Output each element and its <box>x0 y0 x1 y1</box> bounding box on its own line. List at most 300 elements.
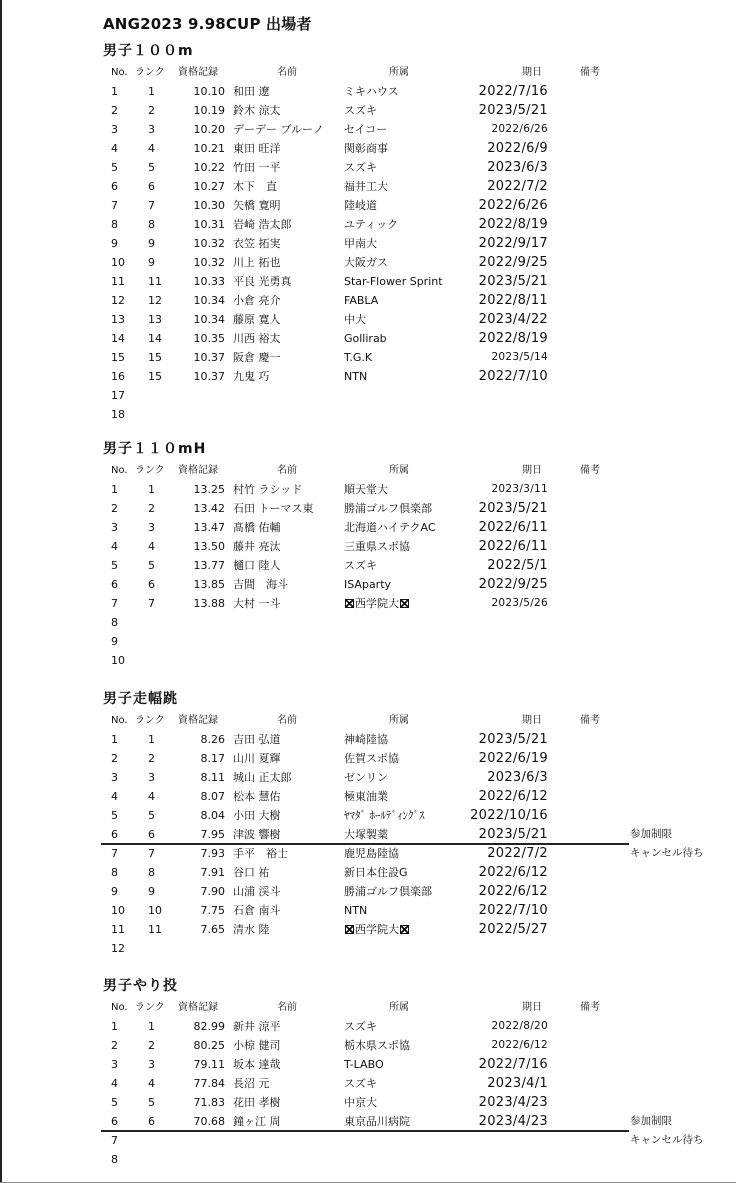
header-rank: ランク <box>135 1002 165 1013</box>
cell-rank: 3 <box>148 123 155 136</box>
cell-no: 17 <box>111 389 125 402</box>
cell-name: 和田 遼 <box>233 85 270 98</box>
cell-no: 4 <box>111 790 118 803</box>
cell-date: 2022/9/17 <box>478 236 548 251</box>
cell-rank: 2 <box>148 502 155 515</box>
cell-no: 2 <box>111 752 118 765</box>
table-row <box>0 882 736 901</box>
cell-no: 5 <box>111 809 118 822</box>
table-header <box>0 711 736 730</box>
table-row <box>0 480 736 499</box>
cell-name: 清水 陸 <box>233 923 270 936</box>
cell-no: 8 <box>111 1153 118 1166</box>
table-row <box>0 310 736 329</box>
cell-date: 2022/9/25 <box>478 255 548 270</box>
header-date: 期日 <box>522 67 542 78</box>
cell-no: 12 <box>111 942 125 955</box>
cell-date: 2022/6/11 <box>478 520 548 535</box>
missing-glyph-icon <box>345 925 354 934</box>
table-row <box>0 749 736 768</box>
table-row <box>0 1150 736 1169</box>
header-rank: ランク <box>135 715 165 726</box>
cell-record: 10.30 <box>193 199 225 212</box>
cell-name: 木下 直 <box>233 180 277 193</box>
cell-name: 矢橋 寛明 <box>233 199 281 212</box>
cell-date: 2022/8/11 <box>478 293 548 308</box>
cell-no: 11 <box>111 923 125 936</box>
cell-no: 8 <box>111 616 118 629</box>
cell-affiliation: ミキハウス <box>344 85 399 98</box>
cell-name: 新井 涼平 <box>233 1020 281 1033</box>
cell-date: 2023/5/21 <box>478 732 548 747</box>
cell-affiliation: 鹿児島陸協 <box>344 847 399 860</box>
cell-name: 谷口 祐 <box>233 866 270 879</box>
cell-affiliation: T-LABO <box>344 1058 384 1071</box>
cell-affiliation: 新日本住設G <box>344 866 408 879</box>
table-row <box>0 768 736 787</box>
table-row <box>0 806 736 825</box>
cell-record: 7.75 <box>200 904 225 917</box>
header-no: No. <box>111 715 128 726</box>
header-affiliation: 所属 <box>389 67 409 78</box>
table-row <box>0 1074 736 1093</box>
table-header <box>0 461 736 480</box>
cell-date: 2022/6/9 <box>487 141 548 156</box>
cell-rank: 4 <box>148 1077 155 1090</box>
cell-record: 10.21 <box>193 142 225 155</box>
missing-glyph-icon <box>400 599 409 608</box>
table-header <box>0 998 736 1017</box>
header-name: 名前 <box>277 715 297 726</box>
cell-no: 3 <box>111 771 118 784</box>
cell-date: 2022/6/12 <box>478 789 548 804</box>
cell-date: 2022/6/12 <box>478 884 548 899</box>
header-affiliation: 所属 <box>389 715 409 726</box>
cell-name: 城山 正太郎 <box>233 771 292 784</box>
cell-name: 衣笠 拓実 <box>233 237 281 250</box>
cell-name: 東田 旺洋 <box>233 142 281 155</box>
cell-no: 7 <box>111 1134 118 1147</box>
cell-date: 2022/8/19 <box>478 331 548 346</box>
cell-date: 2022/6/26 <box>491 123 548 135</box>
table-row <box>0 196 736 215</box>
cell-rank: 6 <box>148 1115 155 1128</box>
cell-name: 小椋 健司 <box>233 1039 281 1052</box>
table-row <box>0 632 736 651</box>
cell-no: 3 <box>111 123 118 136</box>
cell-date: 2022/9/25 <box>478 577 548 592</box>
cell-rank: 3 <box>148 1058 155 1071</box>
cell-date: 2023/6/3 <box>487 160 548 175</box>
cell-no: 1 <box>111 483 118 496</box>
cell-name: 吉間 海斗 <box>233 578 288 591</box>
cell-rank: 4 <box>148 540 155 553</box>
cell-rank: 10 <box>148 904 162 917</box>
cell-record: 8.04 <box>200 809 225 822</box>
cell-no: 1 <box>111 1020 118 1033</box>
cell-record: 10.35 <box>193 332 225 345</box>
cell-date: 2022/8/20 <box>491 1020 548 1032</box>
cell-record: 13.47 <box>193 521 225 534</box>
table-row <box>0 120 736 139</box>
cell-date: 2023/4/23 <box>478 1095 548 1110</box>
cell-no: 11 <box>111 275 125 288</box>
cell-name: 村竹 ラシッド <box>233 483 303 496</box>
cell-record: 13.50 <box>193 540 225 553</box>
cell-record: 7.91 <box>200 866 225 879</box>
cell-affiliation: 陸岐道 <box>344 199 377 212</box>
cell-name: 阪倉 慶一 <box>233 351 281 364</box>
cell-no: 12 <box>111 294 125 307</box>
header-name: 名前 <box>277 67 297 78</box>
cell-rank: 7 <box>148 199 155 212</box>
cell-name: 九鬼 巧 <box>233 370 270 383</box>
cell-record: 7.65 <box>200 923 225 936</box>
cell-rank: 5 <box>148 809 155 822</box>
cell-record: 82.99 <box>193 1020 225 1033</box>
cell-name: 石倉 南斗 <box>233 904 281 917</box>
cell-no: 10 <box>111 256 125 269</box>
cell-name: 川西 裕太 <box>233 332 281 345</box>
cell-no: 1 <box>111 733 118 746</box>
table-row <box>0 1131 736 1150</box>
cell-date: 2022/7/2 <box>487 179 548 194</box>
table-row <box>0 537 736 556</box>
cell-affiliation: 栃木県スポ協 <box>344 1039 410 1052</box>
cell-rank: 12 <box>148 294 162 307</box>
cell-record: 70.68 <box>193 1115 225 1128</box>
cell-rank: 8 <box>148 218 155 231</box>
cell-date: 2022/8/19 <box>478 217 548 232</box>
cell-affiliation: 極東油業 <box>344 790 388 803</box>
cell-rank: 6 <box>148 828 155 841</box>
table-row <box>0 594 736 613</box>
affiliation-text: 西学院大 <box>355 597 399 610</box>
table-row <box>0 556 736 575</box>
table-row <box>0 1017 736 1036</box>
cell-rank: 4 <box>148 790 155 803</box>
table-row <box>0 234 736 253</box>
missing-glyph-icon <box>345 599 354 608</box>
cell-no: 9 <box>111 237 118 250</box>
cell-record: 7.95 <box>200 828 225 841</box>
cutoff-line <box>101 843 629 845</box>
cell-note: 参加制限 <box>630 828 672 840</box>
table-row <box>0 1093 736 1112</box>
cell-no: 3 <box>111 521 118 534</box>
cell-date: 2022/6/26 <box>478 198 548 213</box>
cell-name: 鐘ヶ江 周 <box>233 1115 281 1128</box>
cell-affiliation: ユティック <box>344 218 399 231</box>
table-row <box>0 253 736 272</box>
cell-note: 参加制限 <box>630 1115 672 1127</box>
cell-no: 9 <box>111 635 118 648</box>
cell-record: 10.37 <box>193 351 225 364</box>
cell-rank: 1 <box>148 483 155 496</box>
cell-record: 71.83 <box>193 1096 225 1109</box>
cell-rank: 14 <box>148 332 162 345</box>
cell-affiliation: スズキ <box>344 559 377 572</box>
cell-affiliation: 順天堂大 <box>344 483 388 496</box>
table-row <box>0 1112 736 1131</box>
cell-name: 山川 夏輝 <box>233 752 281 765</box>
cell-rank: 15 <box>148 351 162 364</box>
cell-rank: 11 <box>148 275 162 288</box>
cell-name: 石田 トーマス東 <box>233 502 314 515</box>
cell-name: 山浦 渓斗 <box>233 885 281 898</box>
cell-name: 松本 慧佑 <box>233 790 281 803</box>
cell-rank: 5 <box>148 559 155 572</box>
cell-affiliation: 東京品川病院 <box>344 1115 410 1128</box>
cell-affiliation: 神崎陸協 <box>344 733 388 746</box>
cell-date: 2023/3/11 <box>491 483 548 495</box>
cell-record: 13.25 <box>193 483 225 496</box>
cell-rank: 15 <box>148 370 162 383</box>
table-row <box>0 272 736 291</box>
table-row <box>0 158 736 177</box>
table-row <box>0 405 736 424</box>
cell-affiliation: FABLA <box>344 294 379 307</box>
cell-no: 1 <box>111 85 118 98</box>
header-note: 備考 <box>580 465 600 476</box>
cell-affiliation: ISAparty <box>344 578 392 591</box>
cutoff-line <box>101 1130 629 1132</box>
table-row <box>0 730 736 749</box>
section-title: 男子やり投 <box>103 978 178 994</box>
missing-glyph-icon <box>400 925 409 934</box>
header-no: No. <box>111 465 128 476</box>
cell-no: 18 <box>111 408 125 421</box>
cell-no: 13 <box>111 313 125 326</box>
cell-record: 8.17 <box>200 752 225 765</box>
cell-rank: 6 <box>148 578 155 591</box>
cell-affiliation: 三重県スポ協 <box>344 540 410 553</box>
cell-date: 2023/5/21 <box>478 501 548 516</box>
cell-no: 6 <box>111 180 118 193</box>
cell-name: 手平 裕士 <box>233 847 288 860</box>
cell-date: 2022/7/16 <box>478 1057 548 1072</box>
table-row <box>0 787 736 806</box>
table-row <box>0 1036 736 1055</box>
cell-affiliation: 大塚製薬 <box>344 828 388 841</box>
table-row <box>0 139 736 158</box>
cell-date: 2022/5/1 <box>487 558 548 573</box>
cell-date: 2022/6/19 <box>478 751 548 766</box>
cell-name: 髙橋 佑輔 <box>233 521 281 534</box>
header-no: No. <box>111 67 128 78</box>
cell-name: 藤井 亮汰 <box>233 540 281 553</box>
cell-affiliation: 大阪ガス <box>344 256 388 269</box>
cell-rank: 1 <box>148 733 155 746</box>
cell-record: 10.34 <box>193 313 225 326</box>
cell-rank: 7 <box>148 597 155 610</box>
cell-name: 坂本 達哉 <box>233 1058 281 1071</box>
cell-no: 4 <box>111 540 118 553</box>
cell-no: 2 <box>111 1039 118 1052</box>
cell-rank: 8 <box>148 866 155 879</box>
cell-record: 10.37 <box>193 370 225 383</box>
cell-affiliation: ﾔﾏﾀﾞ ﾎｰﾙﾃﾞｨﾝｸﾞｽ <box>344 809 425 822</box>
cell-record: 8.26 <box>200 733 225 746</box>
header-name: 名前 <box>277 465 297 476</box>
cell-note: キャンセル待ち <box>630 1134 704 1146</box>
cell-date: 2022/6/12 <box>491 1039 548 1051</box>
cell-rank: 5 <box>148 1096 155 1109</box>
cell-rank: 3 <box>148 521 155 534</box>
cell-no: 8 <box>111 218 118 231</box>
header-record: 資格記録 <box>178 1002 218 1013</box>
header-affiliation: 所属 <box>389 465 409 476</box>
table-row <box>0 386 736 405</box>
table-row <box>0 651 736 670</box>
cell-date: 2022/5/27 <box>478 922 548 937</box>
cell-affiliation: 佐賀スポ協 <box>344 752 399 765</box>
cell-record: 13.88 <box>193 597 225 610</box>
cell-rank: 5 <box>148 161 155 174</box>
cell-no: 9 <box>111 885 118 898</box>
header-date: 期日 <box>522 715 542 726</box>
cell-rank: 3 <box>148 771 155 784</box>
cell-affiliation: T.G.K <box>344 351 373 364</box>
cell-no: 5 <box>111 1096 118 1109</box>
cell-name: 津波 響樹 <box>233 828 281 841</box>
document-title: ANG2023 9.98CUP 出場者 <box>103 15 312 33</box>
cell-affiliation: NTN <box>344 904 368 917</box>
cell-no: 5 <box>111 559 118 572</box>
cell-date: 2023/5/21 <box>478 274 548 289</box>
cell-no: 6 <box>111 828 118 841</box>
cell-note: キャンセル待ち <box>630 847 704 859</box>
cell-no: 5 <box>111 161 118 174</box>
table-row <box>0 939 736 958</box>
cell-record: 13.77 <box>193 559 225 572</box>
cell-name: 鈴木 涼太 <box>233 104 281 117</box>
table-row <box>0 82 736 101</box>
cell-date: 2022/6/11 <box>478 539 548 554</box>
cell-record: 7.90 <box>200 885 225 898</box>
table-row <box>0 825 736 844</box>
cell-affiliation <box>344 594 410 613</box>
cell-date: 2022/7/2 <box>487 846 548 861</box>
cell-name: 長沼 元 <box>233 1077 270 1090</box>
header-note: 備考 <box>580 1002 600 1013</box>
cell-rank: 6 <box>148 180 155 193</box>
cell-date: 2023/5/14 <box>491 351 548 363</box>
cell-no: 6 <box>111 1115 118 1128</box>
cell-record: 13.42 <box>193 502 225 515</box>
cell-no: 2 <box>111 104 118 117</box>
cell-name: 岩崎 浩太郎 <box>233 218 292 231</box>
table-row <box>0 177 736 196</box>
table-row <box>0 291 736 310</box>
table-row <box>0 920 736 939</box>
cell-name: 竹田 一平 <box>233 161 281 174</box>
header-rank: ランク <box>135 67 165 78</box>
cell-name: 川上 拓也 <box>233 256 281 269</box>
cell-no: 4 <box>111 142 118 155</box>
cell-rank: 2 <box>148 1039 155 1052</box>
cell-no: 2 <box>111 502 118 515</box>
cell-affiliation: 勝浦ゴルフ倶楽部 <box>344 502 432 515</box>
cell-record: 8.07 <box>200 790 225 803</box>
cell-rank: 2 <box>148 752 155 765</box>
cell-record: 13.85 <box>193 578 225 591</box>
cell-record: 7.93 <box>200 847 225 860</box>
cell-record: 77.84 <box>193 1077 225 1090</box>
cell-name: 吉田 弘道 <box>233 733 281 746</box>
header-record: 資格記録 <box>178 67 218 78</box>
cell-affiliation <box>344 920 410 939</box>
cell-date: 2023/5/26 <box>491 597 548 609</box>
cell-affiliation: スズキ <box>344 104 377 117</box>
table-row <box>0 613 736 632</box>
cell-date: 2022/7/10 <box>478 369 548 384</box>
table-row <box>0 844 736 863</box>
cell-affiliation: 中京大 <box>344 1096 377 1109</box>
cell-record: 8.11 <box>200 771 225 784</box>
cell-no: 15 <box>111 351 125 364</box>
cell-affiliation: 北海道ハイテクAC <box>344 521 436 534</box>
cell-rank: 2 <box>148 104 155 117</box>
cell-no: 7 <box>111 199 118 212</box>
cell-record: 10.20 <box>193 123 225 136</box>
cell-record: 10.34 <box>193 294 225 307</box>
cell-rank: 1 <box>148 85 155 98</box>
cell-date: 2022/7/10 <box>478 903 548 918</box>
table-row <box>0 215 736 234</box>
table-row <box>0 901 736 920</box>
cell-name: 大村 一斗 <box>233 597 281 610</box>
cell-date: 2023/6/3 <box>487 770 548 785</box>
cell-affiliation: スズキ <box>344 1077 377 1090</box>
header-date: 期日 <box>522 465 542 476</box>
header-date: 期日 <box>522 1002 542 1013</box>
cell-no: 7 <box>111 847 118 860</box>
section-title: 男子１００m <box>103 43 194 59</box>
cell-rank: 1 <box>148 1020 155 1033</box>
cell-affiliation: セイコー <box>344 123 388 136</box>
cell-affiliation: Star-Flower Sprint <box>344 275 443 288</box>
cell-date: 2022/10/16 <box>470 808 548 823</box>
cell-rank: 4 <box>148 142 155 155</box>
cell-no: 10 <box>111 654 125 667</box>
cell-date: 2022/7/16 <box>478 84 548 99</box>
cell-record: 10.32 <box>193 237 225 250</box>
cell-affiliation: 勝浦ゴルフ倶楽部 <box>344 885 432 898</box>
cell-name: 平良 光勇真 <box>233 275 292 288</box>
header-name: 名前 <box>277 1002 297 1013</box>
cell-record: 10.31 <box>193 218 225 231</box>
header-note: 備考 <box>580 715 600 726</box>
cell-date: 2023/4/22 <box>478 312 548 327</box>
cell-record: 80.25 <box>193 1039 225 1052</box>
cell-affiliation: 福井工大 <box>344 180 388 193</box>
cell-rank: 9 <box>148 256 155 269</box>
cell-record: 10.27 <box>193 180 225 193</box>
cell-record: 10.10 <box>193 85 225 98</box>
cell-no: 8 <box>111 866 118 879</box>
cell-rank: 11 <box>148 923 162 936</box>
table-row <box>0 499 736 518</box>
header-affiliation: 所属 <box>389 1002 409 1013</box>
cell-rank: 7 <box>148 847 155 860</box>
cell-no: 3 <box>111 1058 118 1071</box>
cell-record: 10.32 <box>193 256 225 269</box>
table-row <box>0 348 736 367</box>
cell-affiliation: NTN <box>344 370 368 383</box>
cell-affiliation: スズキ <box>344 161 377 174</box>
cell-rank: 9 <box>148 885 155 898</box>
